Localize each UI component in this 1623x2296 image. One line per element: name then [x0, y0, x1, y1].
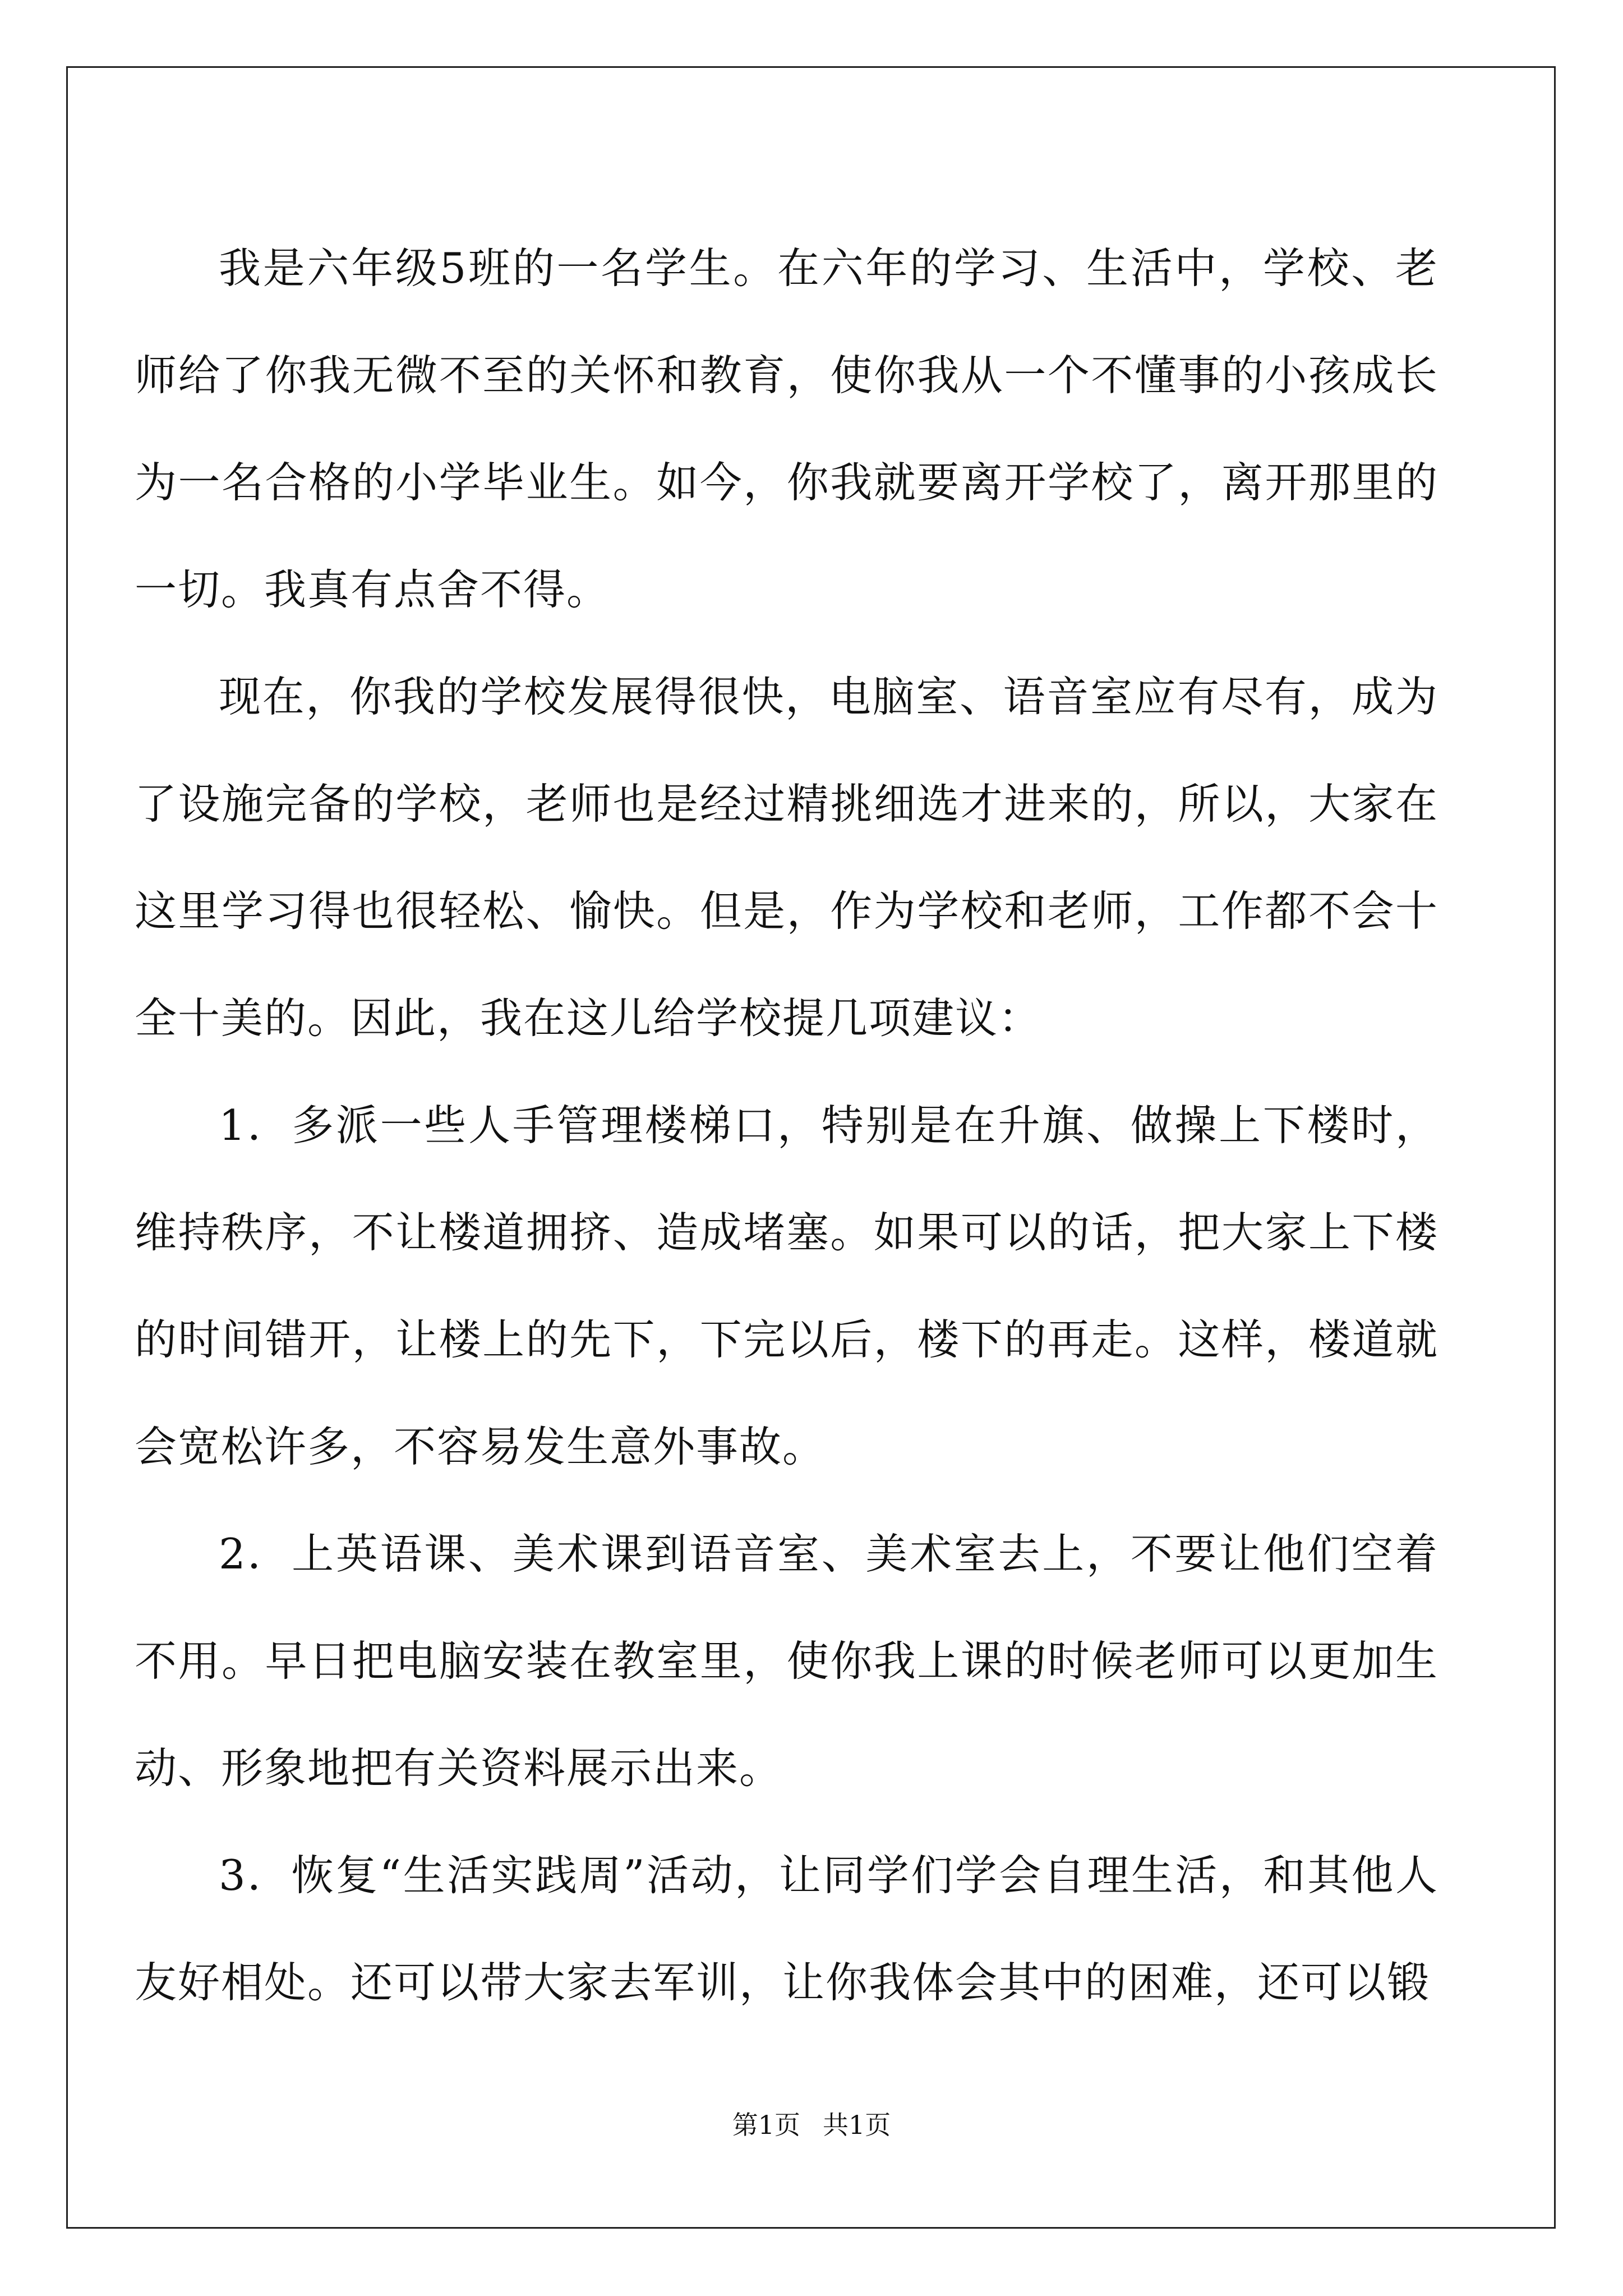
- paragraph-suggestion-3: 3．恢复“生活实践周”活动，让同学们学会自理生活，和其他人友好相处。还可以带大家去军训，让你我体会其中的困难，还可以锻: [135, 1851, 1438, 2007]
- document-body: [135, 215, 1438, 2036]
- page-number: 第1页: [732, 2110, 800, 2140]
- paragraph-suggestion-2: 2．上英语课、美术课到语音室、美术室去上，不要让他们空着不用。早日把电脑安装在教室里，使你我上课的时候老师可以更加生动、形象地把有关资料展示出来。: [135, 1529, 1438, 1793]
- paragraph-school-status: 现在，你我的学校发展得很快，电脑室、语音室应有尽有，成为了设施完备的学校，老师也是经过精挑细选才进来的，所以，大家在这里学习得也很轻松、愉快。但是，作为学校和老师，工作都不会十全十美的。因此，我在这儿给学校提几项建议：: [135, 672, 1438, 1043]
- page-footer: [0, 2105, 1623, 2142]
- paragraph-suggestion-1: 1．多派一些人手管理楼梯口，特别是在升旗、做操上下楼时，维持秩序，不让楼道拥挤、造成堵塞。如果可以的话，把大家上下楼的时间错开，让楼上的先下，下完以后，楼下的再走。这样，楼道就会宽松许多，不容易发生意外事故。: [135, 1101, 1438, 1471]
- page-total: 共1页: [823, 2110, 891, 2140]
- paragraph-intro: 我是六年级5班的一名学生。在六年的学习、生活中，学校、老师给了你我无微不至的关怀和教育，使你我从一个不懂事的小孩成长为一名合格的小学毕业生。如今，你我就要离开学校了，离开那里的一切。我真有点舍不得。: [135, 243, 1438, 614]
